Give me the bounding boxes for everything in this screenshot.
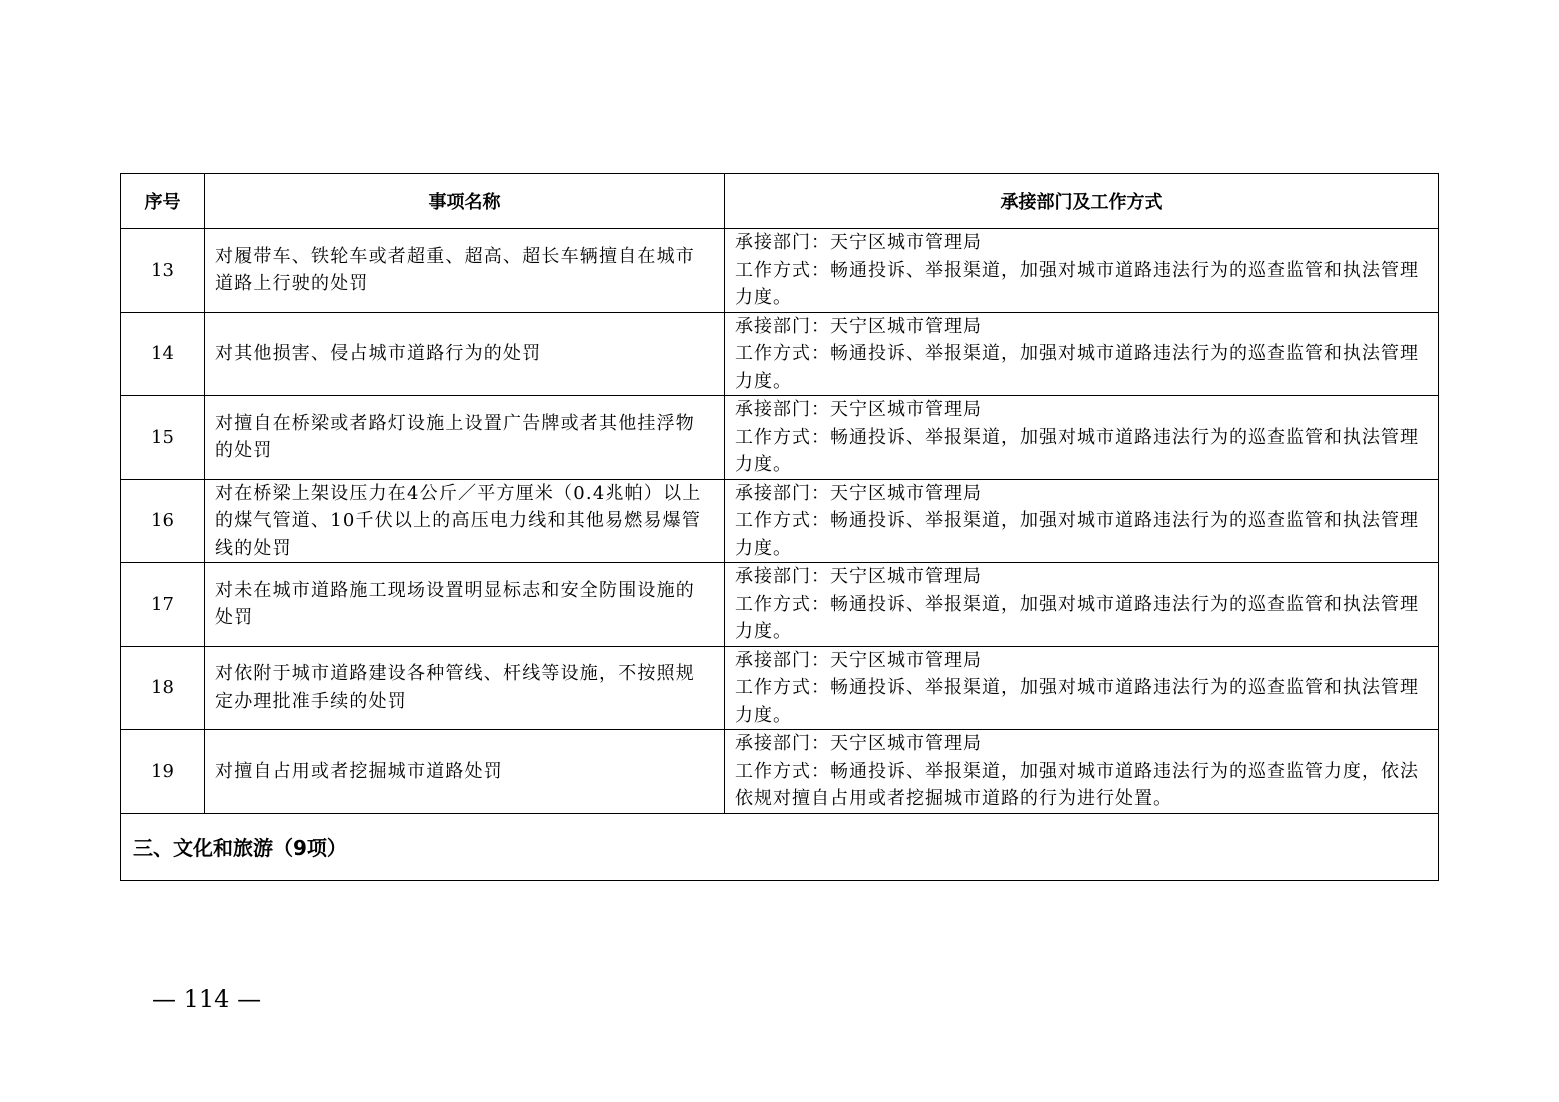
department-method	[725, 312, 1439, 396]
table-row	[121, 479, 1439, 563]
table-row	[121, 563, 1439, 647]
matter-name: 对履带车、铁轮车或者超重、超高、超长车辆擅自在城市道路上行驶的处罚	[205, 229, 725, 313]
matter-name: 对未在城市道路施工现场设置明显标志和安全防围设施的处罚	[205, 563, 725, 647]
work-method-line: 工作方式：畅通投诉、举报渠道，加强对城市道路违法行为的巡查监管和执法管理	[735, 510, 1419, 531]
table-row	[121, 646, 1439, 730]
work-method-line: 工作方式：畅通投诉、举报渠道，加强对城市道路违法行为的巡查监管力度，依法	[735, 760, 1419, 782]
row-number: 16	[121, 479, 205, 563]
work-method-line-cont: 力度。	[735, 537, 792, 559]
row-number: 18	[121, 646, 205, 730]
work-method-line-cont: 力度。	[735, 621, 792, 642]
matter-name: 对擅自占用或者挖掘城市道路处罚	[205, 730, 725, 814]
work-method-line-cont: 依规对擅自占用或者挖掘城市道路的行为进行处置。	[735, 788, 1172, 809]
table-header-row	[121, 174, 1439, 229]
department-line: 承接部门：天宁区城市管理局	[735, 566, 982, 587]
work-method-line: 工作方式：畅通投诉、举报渠道，加强对城市道路违法行为的巡查监管和执法管理	[735, 426, 1419, 448]
matter-name: 对擅自在桥梁或者路灯设施上设置广告牌或者其他挂浮物的处罚	[205, 396, 725, 480]
work-method-line: 工作方式：畅通投诉、举报渠道，加强对城市道路违法行为的巡查监管和执法管理	[735, 343, 1419, 364]
table-row	[121, 396, 1439, 480]
row-number: 17	[121, 563, 205, 647]
work-method-line-cont: 力度。	[735, 370, 792, 392]
row-number: 13	[121, 229, 205, 313]
header-matter-name: 事项名称	[205, 174, 725, 229]
department-method	[725, 396, 1439, 480]
department-line: 承接部门：天宁区城市管理局	[735, 399, 982, 420]
table-row	[121, 730, 1439, 814]
department-method	[725, 730, 1439, 814]
row-number: 19	[121, 730, 205, 814]
department-method	[725, 646, 1439, 730]
work-method-line: 工作方式：畅通投诉、举报渠道，加强对城市道路违法行为的巡查监管和执法管理	[735, 259, 1419, 281]
work-method-line-cont: 力度。	[735, 704, 792, 726]
department-method	[725, 563, 1439, 647]
matters-table	[120, 173, 1439, 881]
row-number: 14	[121, 312, 205, 396]
table-row	[121, 229, 1439, 313]
department-line: 承接部门：天宁区城市管理局	[735, 232, 982, 253]
header-department-method: 承接部门及工作方式	[725, 174, 1439, 229]
department-line: 承接部门：天宁区城市管理局	[735, 733, 982, 754]
header-serial-number: 序号	[121, 174, 205, 229]
department-method	[725, 229, 1439, 313]
department-line: 承接部门：天宁区城市管理局	[735, 482, 982, 504]
page-number: — 114 —	[152, 985, 262, 1013]
work-method-line-cont: 力度。	[735, 287, 792, 308]
section-heading: 三、文化和旅游（9项）	[121, 813, 1439, 880]
department-line: 承接部门：天宁区城市管理局	[735, 315, 982, 337]
row-number: 15	[121, 396, 205, 480]
section-row	[121, 813, 1439, 880]
department-method	[725, 479, 1439, 563]
matter-name: 对在桥梁上架设压力在4公斤／平方厘米（0.4兆帕）以上的煤气管道、10千伏以上的高压电力线和其他易燃易爆管线的处罚	[205, 479, 725, 563]
matter-name: 对依附于城市道路建设各种管线、杆线等设施，不按照规定办理批准手续的处罚	[205, 646, 725, 730]
work-method-line: 工作方式：畅通投诉、举报渠道，加强对城市道路违法行为的巡查监管和执法管理	[735, 593, 1419, 615]
department-line: 承接部门：天宁区城市管理局	[735, 649, 982, 671]
table-row	[121, 312, 1439, 396]
work-method-line: 工作方式：畅通投诉、举报渠道，加强对城市道路违法行为的巡查监管和执法管理	[735, 677, 1419, 698]
matter-name: 对其他损害、侵占城市道路行为的处罚	[205, 312, 725, 396]
work-method-line-cont: 力度。	[735, 454, 792, 475]
